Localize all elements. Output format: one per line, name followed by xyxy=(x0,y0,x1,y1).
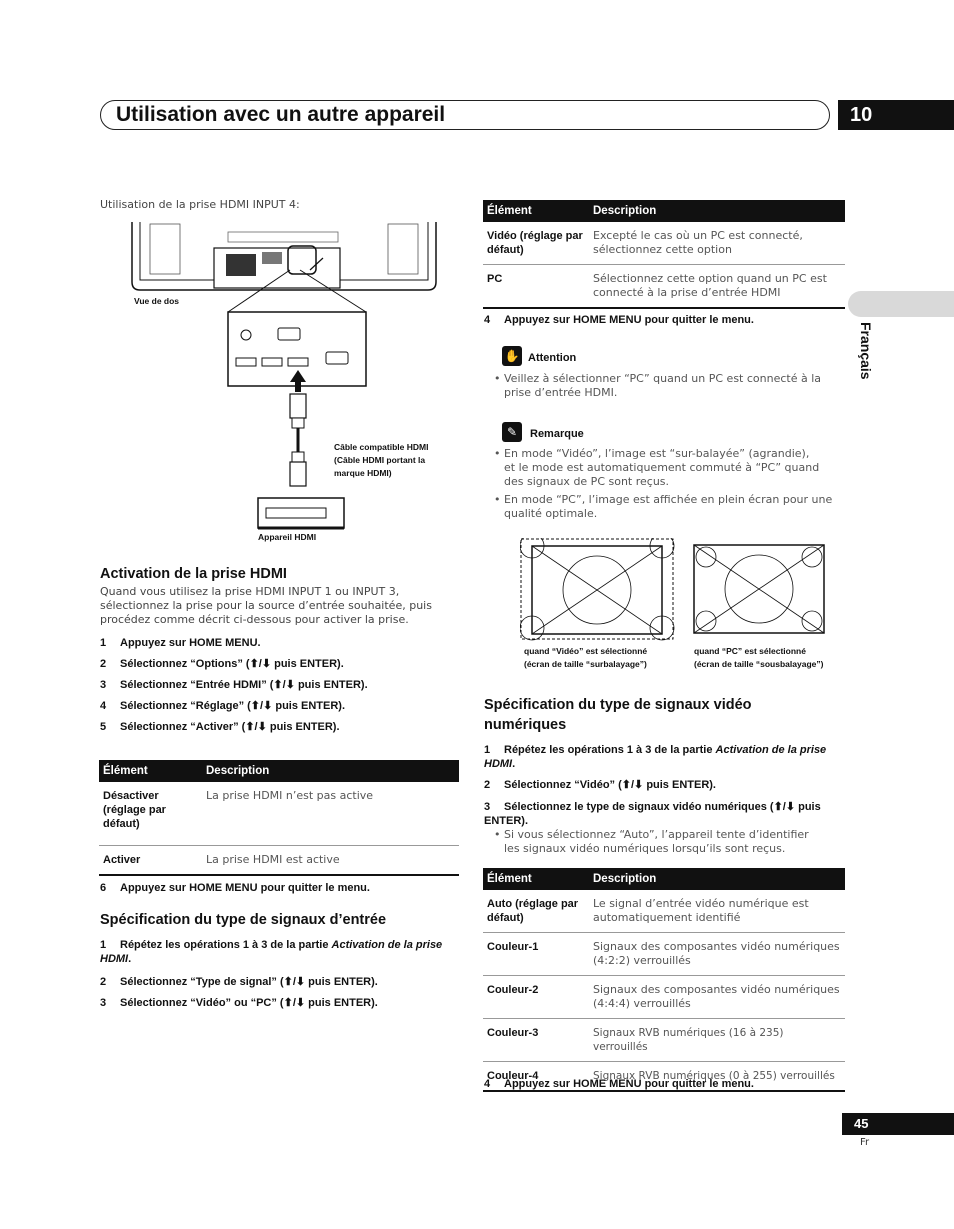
table-header-row xyxy=(99,760,459,782)
table-row xyxy=(483,890,845,933)
signal-step-4: 4 Appuyez sur HOME MENU pour quitter le menu. xyxy=(484,314,754,326)
table-row xyxy=(483,265,845,309)
digital-bullet: • Si vous sélectionnez “Auto”, l’appareil tente d’identifier les signaux vidéo numériques lorsqu’ils sont reçus. xyxy=(494,828,809,855)
table-cell-description: Signaux des composantes vidéo numériques (4:4:4) verrouillés xyxy=(589,976,845,1019)
attention-bullet: • Veillez à sélectionner “PC” quand un PC est connecté à la prise d’entrée HDMI. xyxy=(494,372,822,399)
cable-caption-line1: Câble compatible HDMI xyxy=(334,442,429,452)
activation-step-2: 2 Sélectionnez “Options” (⬆/⬇ puis ENTER). xyxy=(100,658,344,670)
side-tab-language: Français xyxy=(858,322,874,380)
table-cell-description: Excepté le cas où un PC est connecté, sélectionnez cette option xyxy=(589,222,845,265)
pc-caption-line1: quand “PC” est sélectionné xyxy=(694,646,806,656)
activation-step-5: 5 Sélectionnez “Activer” (⬆/⬇ puis ENTER). xyxy=(100,721,340,733)
table-row xyxy=(99,846,459,876)
table-cell-description: La prise HDMI n’est pas active xyxy=(202,782,459,846)
hand-warning-icon: ✋ xyxy=(502,346,522,366)
cable-caption-line3: marque HDMI) xyxy=(334,468,392,478)
overscan-screen-drawing xyxy=(520,538,680,642)
hdmi-cable-drawing xyxy=(290,394,306,486)
table-header-description: Description xyxy=(589,200,845,222)
hdmi-connection-figure xyxy=(128,220,448,550)
table-cell-description: Signaux RVB numériques (16 à 235) verrouillés xyxy=(589,1019,845,1062)
table-header-row xyxy=(483,868,845,890)
hdmi-device-drawing xyxy=(258,498,344,528)
table-cell-element: PC xyxy=(483,265,589,309)
table-row xyxy=(483,976,845,1019)
digital-signal-table xyxy=(483,868,845,1092)
activation-step-4: 4 Sélectionnez “Réglage” (⬆/⬇ puis ENTER). xyxy=(100,700,346,712)
table-cell-element: Couleur-3 xyxy=(483,1019,589,1062)
language-side-tab xyxy=(848,291,954,317)
video-caption-line1: quand “Vidéo” est sélectionné xyxy=(524,646,648,656)
remarque-bullet-2: • En mode “PC”, l’image est affichée en plein écran pour une qualité optimale. xyxy=(494,493,833,520)
table-header-element: Élément xyxy=(483,200,589,222)
page-number: 45 xyxy=(842,1113,954,1135)
note-pencil-icon: ✎ xyxy=(502,422,522,442)
table-cell-element: Couleur-4 xyxy=(483,1062,589,1092)
digital-step-2: 2 Sélectionnez “Vidéo” (⬆/⬇ puis ENTER). xyxy=(484,779,716,791)
table-header-row xyxy=(483,200,845,222)
chapter-number: 10 xyxy=(838,100,954,130)
table-cell-element: Couleur-2 xyxy=(483,976,589,1019)
table-cell-element: Vidéo (réglage par défaut) xyxy=(483,222,589,265)
digital-step-3: 3 Sélectionnez le type de signaux vidéo numériques (⬆/⬇ puis ENTER). xyxy=(484,801,821,827)
page-language-code: Fr xyxy=(860,1137,870,1148)
remarque-title: Remarque xyxy=(530,428,584,440)
signal-step-2: 2 Sélectionnez “Type de signal” (⬆/⬇ puis ENTER). xyxy=(100,976,378,988)
table-header-element: Élément xyxy=(99,760,202,782)
cable-caption-line2: (Câble HDMI portant la xyxy=(334,455,426,465)
page-title: Utilisation avec un autre appareil xyxy=(116,103,446,126)
signal-type-table xyxy=(483,200,845,309)
activation-body: Quand vous utilisez la prise HDMI INPUT 1 ou INPUT 3, sélectionnez la prise pour la source d’entrée souhaitée, puis procédez comme décrit ci-dessous pour activer la prise. xyxy=(100,585,432,626)
table-cell-description: Signaux des composantes vidéo numériques (4:2:2) verrouillés xyxy=(589,933,845,976)
table-cell-element: Désactiver (réglage par défaut) xyxy=(99,782,202,846)
signal-step-1: 1 Répétez les opérations 1 à 3 de la partie Activation de la prise HDMI. xyxy=(100,939,443,965)
hdmi4-intro: Utilisation de la prise HDMI INPUT 4: xyxy=(100,198,300,211)
table-row xyxy=(483,933,845,976)
table-header-element: Élément xyxy=(483,868,589,890)
digital-step-4: 4 Appuyez sur HOME MENU pour quitter le menu. xyxy=(484,1078,754,1090)
activation-step-6: 6 Appuyez sur HOME MENU pour quitter le menu. xyxy=(100,882,370,894)
table-row xyxy=(483,1019,845,1062)
table-cell-description: Le signal d’entrée vidéo numérique est automatiquement identifié xyxy=(589,890,845,933)
table-cell-description: Signaux RVB numériques (0 à 255) verrouillés xyxy=(589,1062,845,1092)
digital-step-1: 1 Répétez les opérations 1 à 3 de la partie Activation de la prise HDMI. xyxy=(484,744,827,770)
underscan-screen-drawing xyxy=(692,543,828,637)
table-cell-description: Sélectionnez cette option quand un PC est connecté à la prise d’entrée HDMI xyxy=(589,265,845,309)
attention-title: Attention xyxy=(528,352,577,364)
table-header-description: Description xyxy=(202,760,459,782)
table-cell-description: La prise HDMI est active xyxy=(202,846,459,876)
activation-step-3: 3 Sélectionnez “Entrée HDMI” (⬆/⬇ puis ENTER). xyxy=(100,679,368,691)
pc-caption-line2: (écran de taille “sousbalayage”) xyxy=(694,659,824,669)
activation-step-1: 1 Appuyez sur HOME MENU. xyxy=(100,637,261,649)
video-caption-line2: (écran de taille “surbalayage”) xyxy=(524,659,647,669)
table-row xyxy=(483,222,845,265)
digital-heading-line1: Spécification du type de signaux vidéo xyxy=(484,697,752,713)
activation-table xyxy=(99,760,459,876)
table-cell-element: Auto (réglage par défaut) xyxy=(483,890,589,933)
digital-heading-line2: numériques xyxy=(484,717,567,733)
table-row xyxy=(99,782,459,846)
signal-heading: Spécification du type de signaux d’entrée xyxy=(100,912,387,928)
tv-rear-panel-drawing xyxy=(132,222,436,290)
signal-step-3: 3 Sélectionnez “Vidéo” ou “PC” (⬆/⬇ puis ENTER). xyxy=(100,997,378,1009)
device-caption: Appareil HDMI xyxy=(258,532,317,542)
table-cell-element: Couleur-1 xyxy=(483,933,589,976)
table-header-description: Description xyxy=(589,868,845,890)
activation-heading: Activation de la prise HDMI xyxy=(100,566,287,582)
rear-view-caption: Vue de dos xyxy=(134,296,180,306)
table-cell-element: Activer xyxy=(99,846,202,876)
remarque-bullet-1: • En mode “Vidéo”, l’image est “sur-balayée” (agrandie), et le mode est automatiquement commuté à “PC” quand des signaux de PC sont reçus. xyxy=(494,447,820,488)
